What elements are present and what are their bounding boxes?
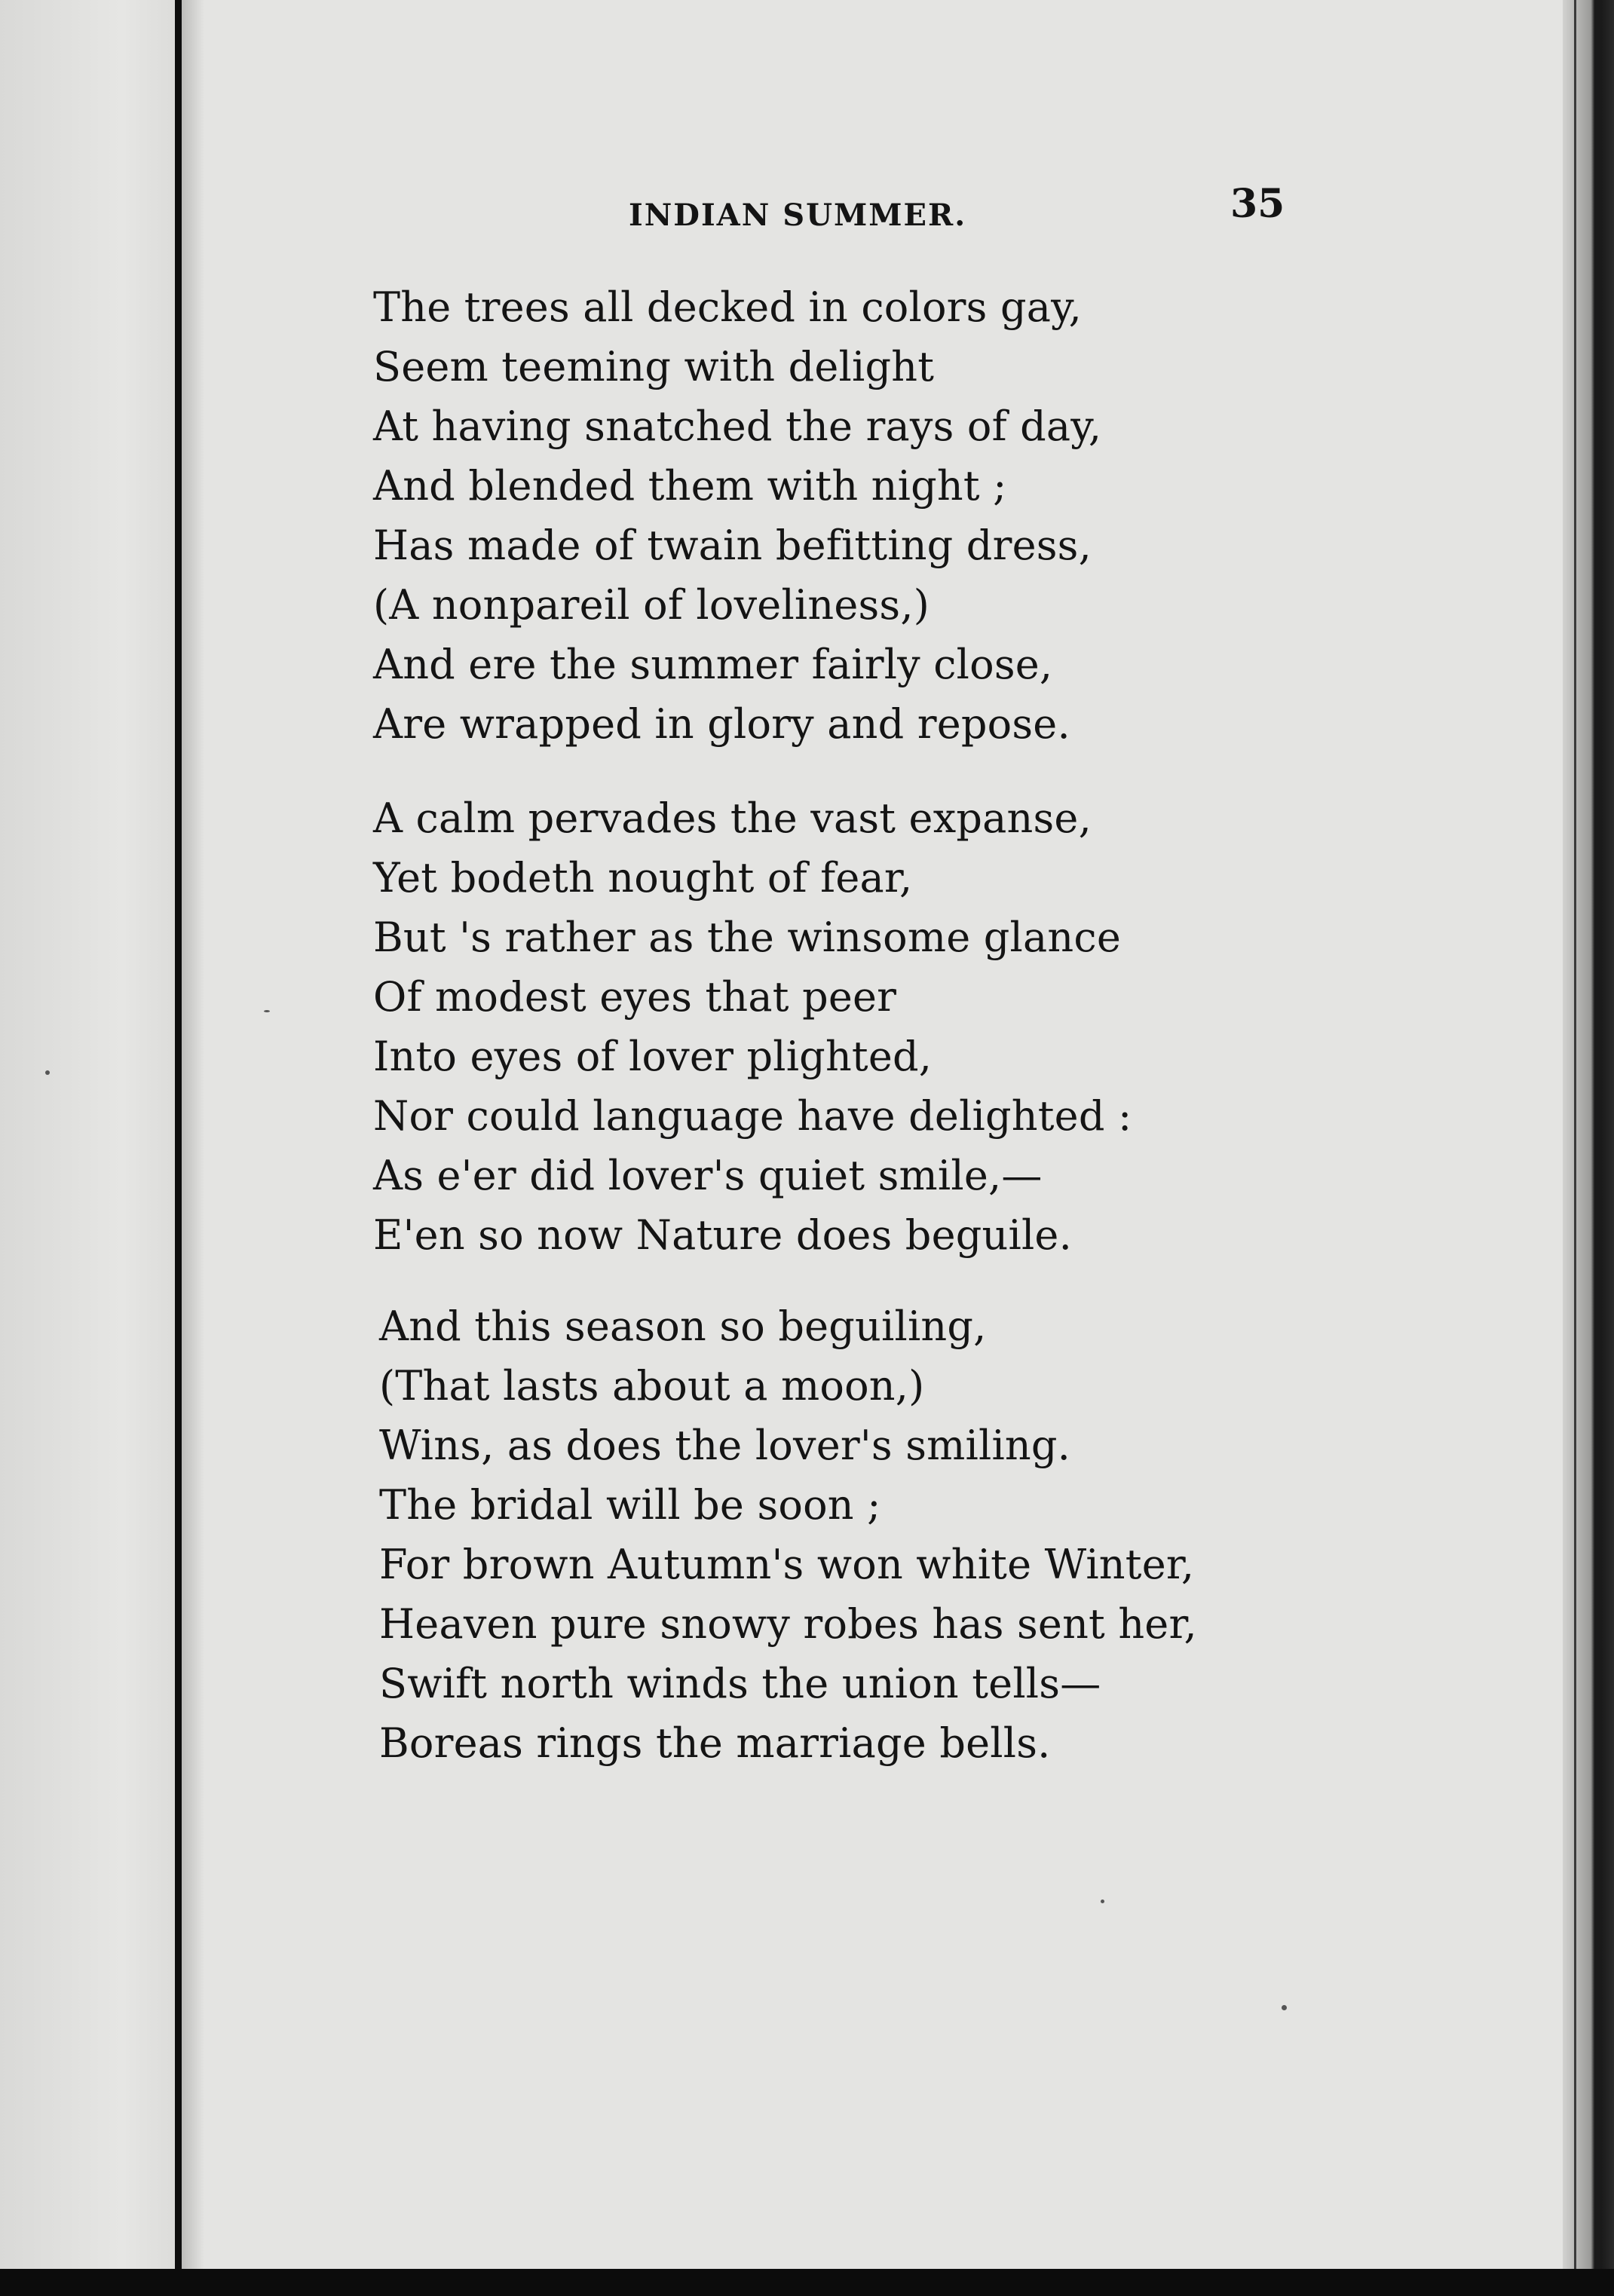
book-edge-line — [1574, 0, 1576, 2296]
poem-line: (That lasts about a moon,) — [379, 1362, 925, 1410]
poem-line: Nor could language have delighted : — [373, 1092, 1132, 1140]
poem-line: Has made of twain befitting dress, — [373, 522, 1092, 569]
poem-line: Seem teeming with delight — [373, 343, 935, 390]
poem-line: Heaven pure snowy robes has sent her, — [379, 1600, 1197, 1648]
poem-line: And blended them with night ; — [373, 462, 1007, 510]
page-number: 35 — [1230, 181, 1285, 227]
poem-line: Of modest eyes that peer — [373, 973, 897, 1021]
running-head: INDIAN SUMMER. — [629, 197, 967, 233]
poem-line: At having snatched the rays of day, — [373, 403, 1102, 450]
binding-gutter — [175, 0, 182, 2269]
gutter-shadow — [182, 0, 204, 2269]
poem-line: Into eyes of lover plighted, — [373, 1033, 933, 1080]
poem-line: The trees all decked in colors gay, — [373, 283, 1083, 331]
poem-line: A calm pervades the vast expanse, — [373, 794, 1092, 842]
poem-line: For brown Autumn's won white Winter, — [379, 1541, 1195, 1588]
poem-line: The bridal will be soon ; — [379, 1481, 881, 1529]
poem-line: Swift north winds the union tells— — [379, 1660, 1101, 1707]
poem-line: But 's rather as the winsome glance — [373, 914, 1121, 961]
poem-line: Boreas rings the marriage bells. — [379, 1719, 1051, 1767]
paper-speck — [45, 1070, 50, 1075]
stanza — [379, 1296, 1197, 1773]
poem-line: And ere the summer fairly close, — [373, 641, 1053, 688]
poem-line: (A nonpareil of loveliness,) — [373, 581, 930, 629]
stanza — [373, 277, 1101, 754]
paper-speck — [1101, 1900, 1104, 1903]
poem-line: And this season so beguiling, — [379, 1303, 987, 1350]
stanza — [373, 788, 1132, 1265]
book-edge — [1563, 0, 1614, 2296]
poem-line: Yet bodeth nought of fear, — [373, 854, 913, 902]
poem-line: As e'er did lover's quiet smile,— — [373, 1152, 1043, 1199]
poem-line: E'en so now Nature does beguile. — [373, 1211, 1072, 1259]
facing-page-margin — [0, 0, 175, 2296]
paper-speck — [1282, 2005, 1287, 2010]
poem-line: Are wrapped in glory and repose. — [373, 700, 1070, 748]
paper-speck — [264, 1010, 270, 1012]
scan-border — [0, 2269, 1614, 2296]
poem-line: Wins, as does the lover's smiling. — [379, 1422, 1071, 1469]
